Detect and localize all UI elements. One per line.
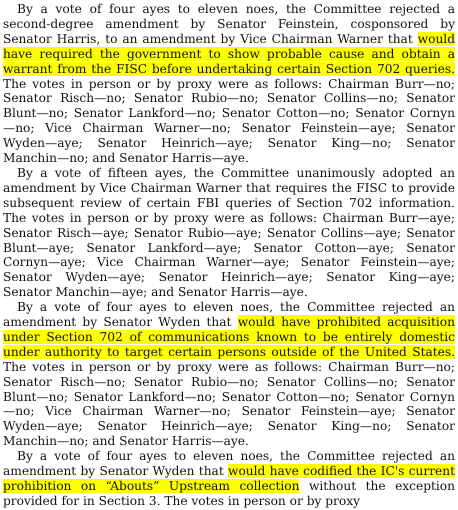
paragraph-text: The votes in person or by proxy were as follows: Chairman Burr—no; Senator Risch—no; Senator Rubio—no; Senator Collins—no; Senator Blunt—no; Senator Lankford—no; Senator Cotton—no; Senator Cornyn—no; Vice Chairman Warner—no; Senator Feinstein—aye; Senator Wyden—aye; Senator Heinrich—aye; Senator King—no; Senator Manchin—no; and Senator Harris—aye. <box>3 359 455 449</box>
paragraph-text: The votes in person or by proxy were as follows: Chairman Burr—no; Senator Risch—no; Senator Rubio—no; Senator Collins—no; Senator Blunt—no; Senator Lankford—no; Senator Cotton—no; Senator Cornyn—no; Vice Chairman Warner—no; Senator Feinstein—aye; Senator Wyden—aye; Senator Heinrich—aye; Senator King—no; Senator Manchin—no; and Senator Harris—aye. <box>3 76 455 166</box>
vote-paragraph-wyden-domestic-amendment <box>3 300 455 449</box>
paragraph-text: By a vote of four ayes to eleven noes, the Committee rejected a second-degree amendment by Senator Feinstein, cosponsored by Senator Harris, to an amendment by Vice Chairman Warner that <box>3 2 455 46</box>
paragraph-text: By a vote of four ayes to eleven noes, the Committee rejected an amendment by Senator Wyden that <box>3 449 455 479</box>
highlighted-passage: would have required the government to show probable cause and obtain a warrant from the FISC before undertaking certain Section 702 queries. <box>3 31 455 76</box>
paragraph-text: By a vote of fifteen ayes, the Committee unanimously adopted an amendment by Vice Chairman Warner that requires the FISC to provide subsequent review of certain FBI queries of Section 702 information. The votes in person or by proxy were as follows: Chairman Burr—aye; Senator Risch—aye; Senator Rubio—aye; Senator Collins—aye; Senator Blunt—aye; Senator Lankford—aye; Senator Cotton—aye; Senator Cornyn—aye; Vice Chairman Warner—aye; Senator Feinstein—aye; Senator Wyden—aye; Senator Heinrich—aye; Senator King—aye; Senator Manchin—aye; and Senator Harris—aye. <box>3 165 455 300</box>
paragraph-text: without the exception provided for in Section 3. The votes in person or by proxy <box>3 479 455 508</box>
vote-paragraph-wyden-abouts-amendment <box>3 449 455 509</box>
paragraph-text: By a vote of four ayes to eleven noes, the Committee rejected an amendment by Senator Wyden that <box>3 300 455 330</box>
highlighted-passage: would have prohibited acquisition under Section 702 of communications known to be entirely domestic under authority to target certain persons outside of the United States. <box>3 315 455 359</box>
vote-paragraph-feinstein-amendment <box>3 2 455 166</box>
vote-paragraph-warner-amendment <box>3 166 455 300</box>
highlighted-passage: would have codified the IC's current prohibition on “Abouts” Upstream collection <box>3 464 455 493</box>
